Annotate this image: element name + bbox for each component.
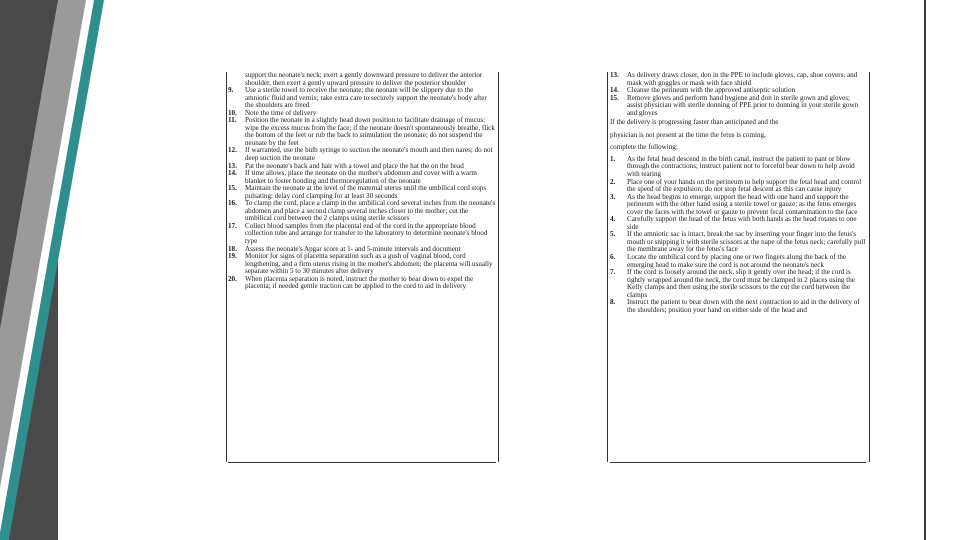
paragraph-intro: If the delivery is progressing faster than anticipated and the	[610, 118, 779, 127]
item-number	[228, 72, 245, 87]
item-number: 9.	[228, 86, 234, 95]
item-text: Use a sterile towel to receive the neonate; the neonate will be slippery due to the amniotic fluid and vernix; take extra care to securely support the neonate's body after the shoulders are freed	[245, 86, 487, 110]
paragraph-continued: physician is not present at the time the fetus is coming,	[610, 130, 766, 139]
list-item	[228, 72, 496, 87]
list-item	[610, 216, 866, 231]
item-number: 15.	[228, 184, 237, 193]
item-number: 11.	[228, 116, 237, 125]
item-number: 20.	[228, 274, 237, 283]
list-item	[228, 87, 496, 110]
list-item	[228, 147, 496, 162]
list-item	[610, 231, 866, 254]
list-item	[228, 185, 496, 200]
list-item	[228, 276, 496, 291]
item-number: 13.	[610, 72, 619, 79]
item-text: Instruct the patient to bear down with the next contraction to aid in the delivery of the shoulders; position your hand on either side of the head and	[627, 298, 860, 314]
item-number: 14.	[228, 169, 237, 178]
list-item	[610, 156, 866, 179]
item-number: 4.	[610, 215, 616, 224]
list-item	[610, 299, 866, 314]
item-text: Note the time of delivery	[245, 108, 317, 117]
item-text: support the neonate's neck; exert a gently downward pressure to deliver the anterior shoulder, then exert a gently upward pressure to deliver the posterior shoulder	[245, 72, 483, 87]
item-number: 1.	[610, 154, 616, 163]
list-item	[610, 95, 866, 118]
item-number: 14.	[610, 86, 619, 95]
item-text: As the fetal head descend in the birth canal, instruct the patient to pant or blow through the contractions; instruct patient not to forceful bear down to help avoid with tearing	[627, 154, 855, 179]
list-item	[610, 269, 866, 299]
list-item	[228, 200, 496, 223]
item-text: Place one of your hands on the perineum to help support the fetal head and control the speed of the expulsion; do not stop fetal descent as this can cause injury	[627, 177, 862, 194]
item-text: Cleanse the perineum with the approved antiseptic solution	[627, 86, 796, 95]
item-text: Position the neonate in a slightly head down position to facilitate drainage of mucus; wipe the excess mucus from the face; if the neonate doesn't spontaneously breathe, flick the bottom of the feet or rub the back to stimulation the neonate; do not suspend the neonate by the feet	[245, 116, 495, 147]
left-document-page	[228, 72, 496, 463]
left-doc-frame-left	[226, 72, 227, 462]
right-document-page	[610, 72, 866, 463]
item-text: Monitor for signs of placenta separation such as a gush of vaginal blood, cord lengthening, and a firm uterus rising in the mother's abdomen; the placenta will usually separate within 5 to 30 minutes after delivery	[245, 252, 493, 276]
item-text: If the cord is loosely around the neck, slip it gently over the head; if the cord is tightly wrapped around the neck, the cord must be clamped in 2 places using the Kelly clamps and then using the sterile scissors to the cut the cord between the clamps	[627, 268, 855, 299]
item-text: Pat the neonate's back and hair with a towel and place the hat the on the head	[245, 161, 464, 170]
item-number: 13.	[228, 161, 237, 170]
item-text: If warranted, use the bulb syringe to suction the neonate's mouth and then nares; do not deep suction the neonate	[245, 146, 493, 163]
item-number: 15.	[610, 93, 619, 102]
list-item	[610, 254, 866, 269]
item-number: 12.	[228, 146, 237, 155]
item-text: Assess the neonate's Apgar score at 1- and 5-minute intervals and document	[245, 244, 461, 253]
item-number: 2.	[610, 177, 616, 186]
item-text: If time allows, place the neonate on the mother's abdomen and cover with a warm blanket to foster bonding and thermoregulation of the neonate	[245, 169, 477, 185]
item-number: 16.	[228, 199, 237, 208]
list-item	[610, 72, 866, 87]
item-number: 6.	[610, 253, 616, 262]
item-text: Carefully support the head of the fetus with both hands as the head rotates to one side	[627, 215, 857, 231]
item-text: Collect blood samples from the placental end of the cord in the appropriate blood collection tube and arrange for transfer to the laboratory to determine neonate's blood type	[245, 221, 488, 246]
right-doc-frame-right	[869, 72, 870, 462]
item-text: As the head begins to emerge, support the head with one hand and support the perineum with the other hand using a sterile towel or gauze; as the fetus emerges cover the faces with the towel or gauze to prevent fecal contamination to the face	[627, 192, 858, 216]
list-item	[228, 253, 496, 276]
item-number: 5.	[610, 230, 616, 239]
paragraph-instruction: complete the following:	[610, 143, 678, 152]
item-number: 19.	[228, 252, 237, 261]
item-number: 18.	[228, 244, 237, 253]
item-text: Maintain the neonate at the level of the maternal uterus until the umbilical cord stops pulsating; delay cord clamping for at least 30 seconds	[245, 184, 487, 200]
item-number: 7.	[610, 268, 616, 277]
item-text: If the amniotic sac is intact, break the sac by inserting your finger into the fetus's mouth or snipping it with sterile scissors at the nape of the fetus neck; carefully pull the membrane away for the fetus's face	[627, 230, 866, 254]
item-number: 3.	[610, 192, 616, 201]
item-text: As delivery draws closer, don in the PPE to include gloves, cap, shoe covers, and mask with goggles or mask with face shield	[627, 72, 858, 87]
list-item	[228, 170, 496, 185]
item-text: Locate the umbilical cord by placing one or two fingers along the back of the emerging head to make sure the cord is not around the neonate's neck	[627, 253, 847, 269]
item-number: 10.	[228, 108, 237, 117]
right-doc-frame-left	[607, 72, 608, 462]
list-item	[610, 194, 866, 217]
item-text: To clamp the cord, place a clamp in the umbilical cord several inches from the neonate's abdomen and place a second clamp several inches closer to the mother; cut the umbilical cord between the 2 clamps using sterile scissors	[245, 199, 496, 223]
list-item	[610, 179, 866, 194]
right-border-line	[924, 0, 926, 540]
item-text: When placenta separation is noted, instruct the mother to bear down to expel the placenta; if needed gentle traction can be applied to the cord to aid in delivery	[245, 274, 474, 291]
list-item	[228, 117, 496, 147]
left-doc-frame-right	[498, 72, 499, 462]
list-item	[228, 223, 496, 246]
item-number: 17.	[228, 221, 237, 230]
item-text: Remove gloves and perform hand hygiene and don in sterile gown and gloves; assist physician with sterile donning of PPE prior to donning in your sterile gown and gloves	[627, 93, 859, 117]
item-number: 8.	[610, 298, 616, 307]
